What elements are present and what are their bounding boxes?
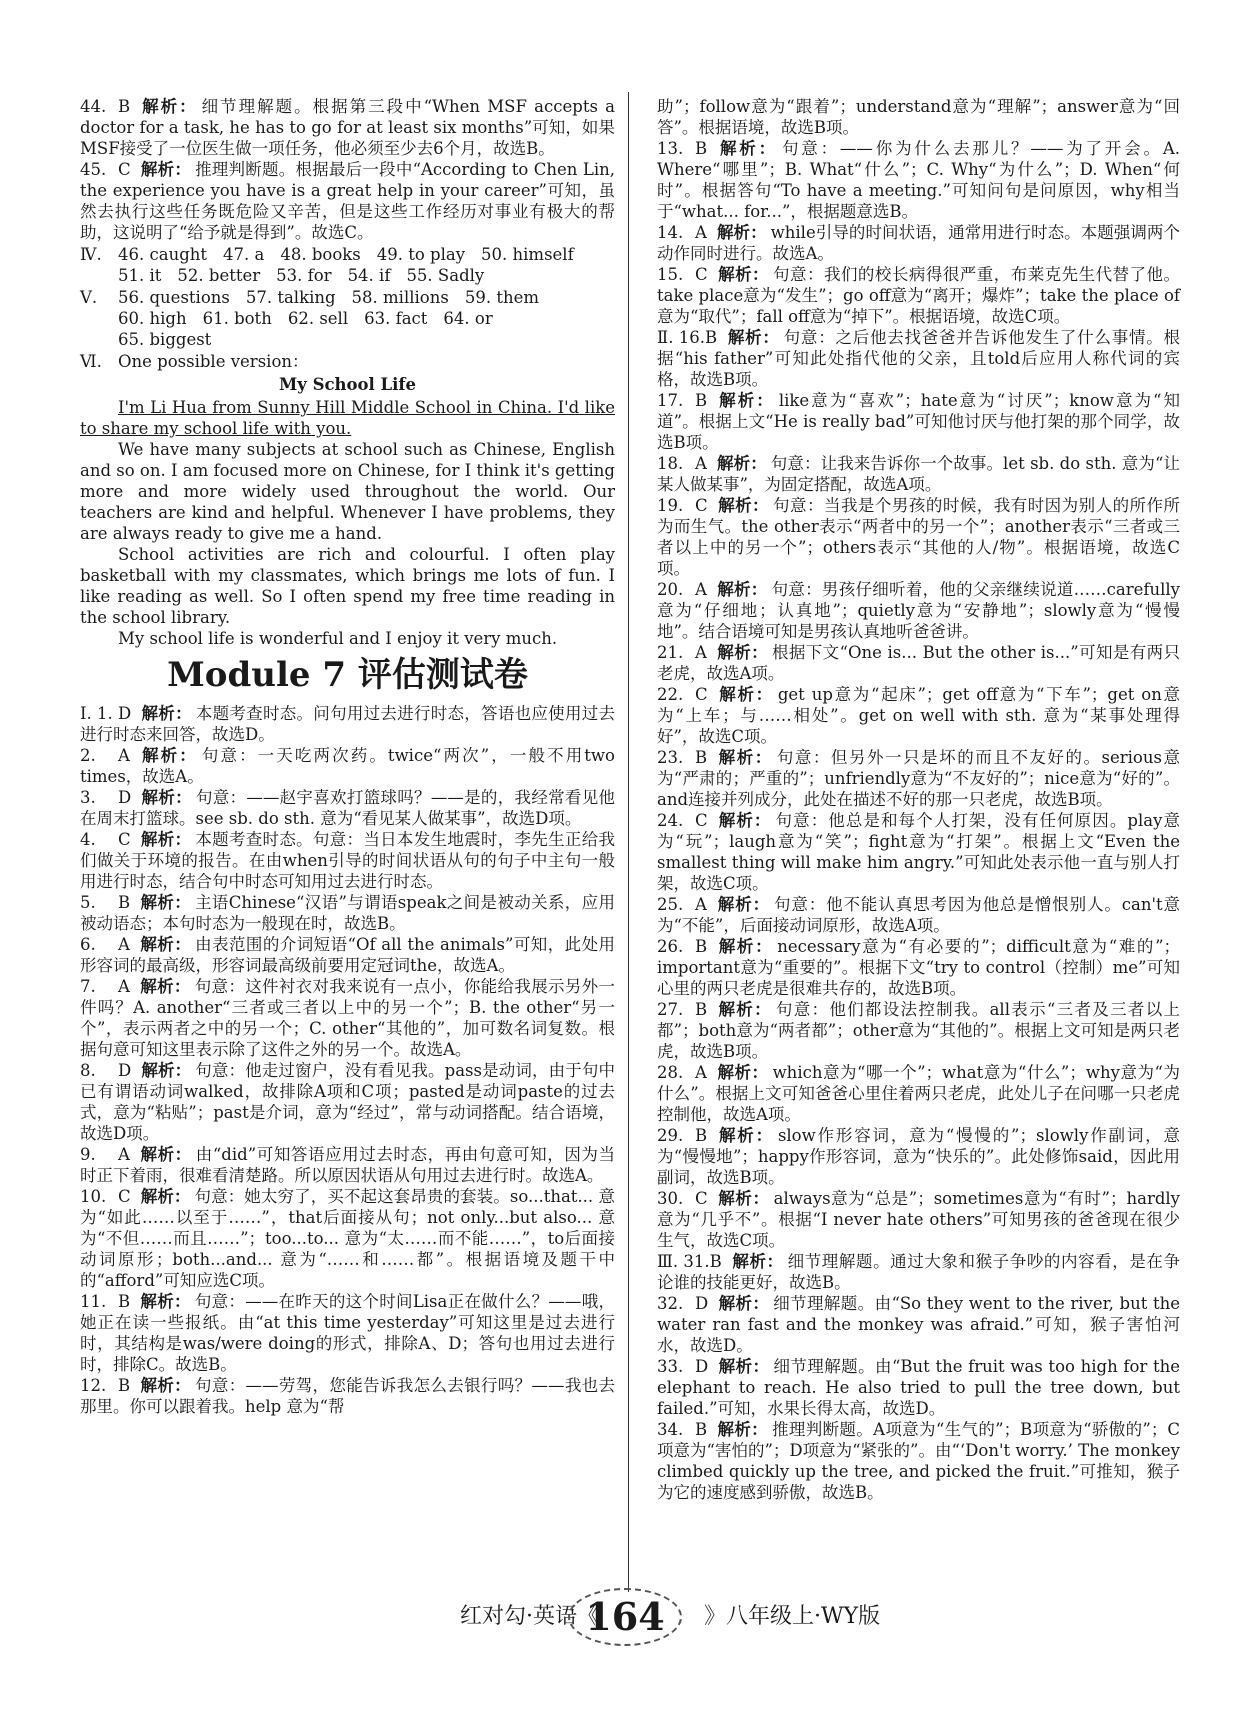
analysis-text: 助”；follow意为“跟着”；understand意为“理解”；answer意为“回答”。根据语境，故选B项。 xyxy=(657,97,1180,137)
answer-letter: C xyxy=(695,1189,708,1208)
answer-item xyxy=(80,934,615,976)
item-number: 25. xyxy=(657,895,684,914)
item-number: 44. xyxy=(80,97,107,116)
analysis-label: 解析： xyxy=(727,328,780,347)
fill-answer: 49. to play xyxy=(376,245,466,264)
analysis-text: 本题考查时态。句意：当日本发生地震时，李先生正给我们做关于环境的报告。在由when引导的时间状语从句的句子中主句一般用进行时态，结合句中时态可知用过去进行时态。 xyxy=(80,830,616,891)
answer-letter: A xyxy=(695,643,707,662)
analysis-label: 解析： xyxy=(717,391,775,410)
analysis-text: get up意为“起床”；get off意为“下车”；get on意为“上车；与……相处”。get on well with sth. 意为“某事处理得好”，故选C项。 xyxy=(657,685,1181,746)
item-number: 12. xyxy=(80,1376,107,1395)
left-answer-list xyxy=(80,96,615,243)
answer-item xyxy=(657,1188,1180,1251)
analysis-text: 句意：我们的校长病得很严重，布莱克先生代替了他。take place意为“发生”；go off意为“离开；爆炸”；take the place of意为“取代”；fall off意为“掉下”。根据语境，故选C项。 xyxy=(657,265,1181,326)
fill-answer: 57. talking xyxy=(245,288,336,307)
section-label: Ⅵ. xyxy=(80,352,102,371)
item-number: 13. xyxy=(657,139,684,158)
item-number: 23. xyxy=(657,748,684,767)
item-number: 24. xyxy=(657,811,684,830)
answer-item xyxy=(657,327,1180,390)
analysis-text: 细节理解题。根据第三段中“When MSF accepts a doctor for a task, he has to go for at least six months”可知，如果MSF接受了一位医生做一项任务，他必须至少去6个月，故选B。 xyxy=(80,97,615,158)
left-column xyxy=(80,96,615,1417)
answer-item xyxy=(657,222,1180,264)
analysis-text: always意为“总是”；sometimes意为“有时”；hardly意为“几乎不”。根据“I never hate others”可知男孩的爸爸现在很少生气，故选C项。 xyxy=(657,1189,1181,1250)
fill-answer: 53. for xyxy=(276,266,332,285)
answer-letter: A xyxy=(118,935,130,954)
analysis-text: 主语Chinese“汉语”与谓语speak之间是被动关系，应用被动语态；本句时态为一般现在时，故选B。 xyxy=(80,893,616,933)
analysis-text: 句意：——你为什么去那儿？——为了开会。A. Where“哪里”；B. What“什么”；C. Why“为什么”；D. When“何时”。根据答句“To have a meeting.”可知问句是问原因，why相当于“what... for...”，根据题意选B。 xyxy=(657,139,1180,221)
analysis-label: 解析： xyxy=(141,1061,192,1080)
analysis-label: 解析： xyxy=(717,685,774,704)
analysis-label: 解析： xyxy=(141,704,192,723)
answer-item xyxy=(80,1375,615,1417)
answer-letter: C xyxy=(695,496,708,515)
answer-letter: C xyxy=(118,830,131,849)
answer-item xyxy=(80,892,615,934)
analysis-text: 句意：当我是个男孩的时候，我有时因为别人的所作所为而生气。the other表示“两者中的另一个”；another表示“三者或三者以上中的另一个”；others表示“其他的人/物”。根据语境，故选C项。 xyxy=(657,496,1181,578)
analysis-label: 解析： xyxy=(716,1063,769,1082)
analysis-text: 根据下文“One is... But the other is...”可知是有两只老虎，故选A项。 xyxy=(657,643,1180,683)
analysis-label: 解析： xyxy=(139,977,191,996)
item-number: 18. xyxy=(657,454,684,473)
fill-answer: 60. high xyxy=(118,309,187,328)
answer-item xyxy=(80,1144,615,1186)
analysis-text: 细节理解题。由“So they went to the river, but the water ran fast and the monkey was afraid.”可知，猴子害怕河水，故选D。 xyxy=(657,1294,1180,1355)
item-number: 9. xyxy=(80,1145,96,1164)
answer-letter: C xyxy=(695,811,708,830)
answer-item xyxy=(80,976,615,1060)
answer-letter: B xyxy=(695,937,708,956)
answer-item xyxy=(657,894,1180,936)
answer-item xyxy=(80,787,615,829)
item-number: Ⅱ. 16. xyxy=(657,328,705,347)
answer-letter: C xyxy=(695,265,708,284)
fill-answer: 55. Sadly xyxy=(406,266,485,285)
answer-letter: B xyxy=(704,328,718,347)
item-number: 32. xyxy=(657,1294,684,1313)
fill-answer: 50. himself xyxy=(481,245,574,264)
item-number: 10. xyxy=(80,1187,107,1206)
item-number: 8. xyxy=(80,1061,96,1080)
analysis-label: 解析： xyxy=(717,1000,772,1019)
fill-answer: 64. or xyxy=(443,309,493,328)
answer-item xyxy=(657,1356,1180,1419)
fill-answer: 54. if xyxy=(347,266,391,285)
analysis-text: 句意：他们都设法控制我。all表示“三者及三者以上都”；both意为“两者都”；other意为“其他的”。根据上文可知是两只老虎，故选B项。 xyxy=(657,1000,1181,1061)
essay-paragraph: School activities are rich and colourful. I often play basketball with my classmates, which brings me lots of fun. I like reading as well. So I often spend my free time reading in the school library. xyxy=(80,545,615,627)
analysis-label: 解析： xyxy=(717,139,778,158)
fill-answer: 48. books xyxy=(280,245,361,264)
answer-item xyxy=(657,642,1180,684)
answer-item xyxy=(80,96,615,159)
analysis-label: 解析： xyxy=(716,580,768,599)
item-number: 11. xyxy=(80,1292,107,1311)
essay-body xyxy=(80,397,615,649)
analysis-label: 解析： xyxy=(717,1126,774,1145)
item-number: 33. xyxy=(657,1357,684,1376)
answer-letter: A xyxy=(118,746,130,765)
answer-letter: B xyxy=(709,1252,722,1271)
answer-item xyxy=(657,1251,1180,1293)
item-number: 6. xyxy=(80,935,96,954)
analysis-label: 解析： xyxy=(141,788,192,807)
item-number: 20. xyxy=(657,580,684,599)
answer-letter: C xyxy=(118,160,131,179)
answer-letter: A xyxy=(695,454,707,473)
analysis-text: slow作形容词，意为“慢慢的”；slowly作副词，意为“慢慢地”；happy作形容词，意为“快乐的”。此处修饰said，因此用副词，故选B项。 xyxy=(657,1126,1180,1187)
answer-item xyxy=(657,138,1180,222)
answer-item xyxy=(657,999,1180,1062)
item-number: 21. xyxy=(657,643,684,662)
essay-paragraph: My school life is wonderful and I enjoy it very much. xyxy=(118,629,558,648)
answer-item xyxy=(80,703,615,745)
footer-grade: 》八年级上·WY版 xyxy=(704,1604,881,1629)
analysis-text: 本题考查时态。问句用过去进行时态，答语也应使用过去进行时态来回答，故选D。 xyxy=(80,704,615,744)
fill-answer: 61. both xyxy=(202,309,272,328)
item-number: 2. xyxy=(80,746,96,765)
analysis-text: like意为“喜欢”；hate意为“讨厌”；know意为“知道”。根据上文“He is really bad”可知他讨厌与他打架的那个同学，故选B项。 xyxy=(657,391,1180,452)
analysis-label: 解析： xyxy=(716,223,767,242)
analysis-text: necessary意为“有必要的”；difficult意为“难的”；important意为“重要的”。根据下文“try to control（控制）me”可知心里的两只老虎是很难共存的，故选B项。 xyxy=(657,937,1181,998)
answer-item xyxy=(657,264,1180,327)
analysis-label: 解析： xyxy=(731,1252,784,1271)
answer-item xyxy=(657,810,1180,894)
answer-letter: C xyxy=(695,685,708,704)
analysis-text: 句意：这件衬衣对我来说有一点小，你能给我展示另外一件吗？A. another“三者或三者以上中的另一个”；B. the other“另一个”，表示两者之中的另一个；C. other“其他的”，加可数名词复数。根据句意可知这里表示除了这件之外的另一个。故选A。 xyxy=(80,977,615,1059)
analysis-text: which意为“哪一个”；what意为“什么”；why意为“为什么”。根据上文可知爸爸心里住着两只老虎，此处儿子在问哪一只老虎控制他，故选A项。 xyxy=(657,1063,1180,1124)
analysis-label: 解析： xyxy=(716,643,768,662)
fill-answer: 62. sell xyxy=(287,309,349,328)
analysis-label: 解析： xyxy=(717,811,772,830)
item-number: 34. xyxy=(657,1420,684,1439)
analysis-label: 解析： xyxy=(140,830,192,849)
page-number: 164 xyxy=(568,1588,682,1646)
analysis-label: 解析： xyxy=(717,937,774,956)
analysis-text: 句意：她太穷了，买不起这套昂贵的套装。so...that... 意为“如此……以至于……”，that后面接从句；not only...but also... 意为“不但……而且……”；too...to... 意为“太……而不能……”，to后面接动词原形；both...and... 意为“……和……都”。根据语境及题干中的“afford”可知应选C项。 xyxy=(80,1187,615,1290)
answer-letter: A xyxy=(695,223,707,242)
item-number: 26. xyxy=(657,937,684,956)
fill-answer: 56. questions xyxy=(118,288,230,307)
analysis-label: 解析： xyxy=(140,1292,191,1311)
item-number: 22. xyxy=(657,685,684,704)
item-number: Ⅰ. 1. xyxy=(80,704,113,723)
fill-answer: 59. them xyxy=(464,288,539,307)
analysis-text: 句意：他总是和每个人打架，没有任何原因。play意为“玩”；laugh意为“笑”；fight意为“打架”。根据上文“Even the smallest thing will make him angry.”可知此处表示他一直与别人打架，故选C项。 xyxy=(657,811,1181,893)
item-number: 7. xyxy=(80,977,96,996)
item-number: 29. xyxy=(657,1126,684,1145)
answer-letter: A xyxy=(118,977,130,996)
analysis-label: 解析： xyxy=(139,746,198,765)
answer-letter: C xyxy=(118,1187,131,1206)
analysis-label: 解析： xyxy=(718,1294,770,1313)
analysis-label: 解析： xyxy=(140,1376,192,1395)
analysis-text: 句意：——在昨天的这个时间Lisa正在做什么？——哦，她正在读一些报纸。由“at this time yesterday”可知这里是过去进行时，其结构是was/were doing的形式，排除A、D；答句也用过去进行时，排除C。故选B。 xyxy=(80,1292,615,1374)
answer-item xyxy=(657,684,1180,747)
fill-answer: 51. it xyxy=(118,266,162,285)
analysis-text: 由“did”可知答语应用过去时态，再由句意可知，因为当时正下着雨，很难看清楚路。所以原因状语从句用过去进行时。故选A。 xyxy=(80,1145,615,1185)
essay-paragraph: We have many subjects at school such as Chinese, English and so on. I am focused more on Chinese, for I think it's getting more and more widely used throughout the world. Our teachers are kind and helpful. Whenever I have problems, they are always ready to give me a hand. xyxy=(80,440,615,543)
analysis-label: 解析： xyxy=(717,265,770,284)
section-text: One possible version： xyxy=(118,352,309,371)
answer-letter: B xyxy=(695,139,708,158)
item-number: 5. xyxy=(80,893,96,912)
answer-letter: B xyxy=(695,1126,708,1145)
analysis-label: 解析： xyxy=(717,1189,770,1208)
answer-letter: B xyxy=(695,1420,708,1439)
answer-letter: A xyxy=(695,1063,707,1082)
analysis-text: 由表范围的介词短语“Of all the animals”可知，此处用形容词的最高级，形容词最高级前要用定冠词the，故选A。 xyxy=(80,935,615,975)
answer-item xyxy=(657,579,1180,642)
answer-item xyxy=(80,829,615,892)
analysis-text: 细节理解题。由“But the fruit was too high for the elephant to reach. He also tried to pull the tree down, but failed.”可知，水果长得太高，故选D。 xyxy=(657,1357,1180,1418)
item-number: 15. xyxy=(657,265,684,284)
answer-letter: B xyxy=(118,893,131,912)
answer-letter: B xyxy=(695,748,708,767)
analysis-text: 句意：他走过窗户，没有看见我。pass是动词，由于句中已有谓语动词walked，故排除A项和C项；pasted是动词paste的过去式，意为“粘贴”；past是介词，意为“经过”，常与动词搭配。结合语境，故选D项。 xyxy=(80,1061,615,1143)
column-divider xyxy=(628,92,629,1592)
analysis-label: 解析： xyxy=(140,1187,191,1206)
essay-title: My School Life xyxy=(278,375,417,394)
analysis-label: 解析： xyxy=(140,893,192,912)
answer-letter: B xyxy=(695,1000,708,1019)
answer-item xyxy=(657,390,1180,453)
section-label: Ⅴ. xyxy=(80,288,98,307)
answer-letter: B xyxy=(118,1376,131,1395)
answer-item xyxy=(657,936,1180,999)
answer-letter: B xyxy=(695,391,708,410)
answer-item xyxy=(657,1125,1180,1188)
fill-answer: 63. fact xyxy=(364,309,428,328)
answer-item xyxy=(657,495,1180,579)
item-number: 19. xyxy=(657,496,684,515)
answer-item xyxy=(657,96,1180,138)
analysis-label: 解析： xyxy=(140,160,192,179)
fill-answer: 58. millions xyxy=(351,288,449,307)
analysis-label: 解析： xyxy=(139,935,192,954)
footer-brand: 红对勾·英语《 xyxy=(460,1604,599,1629)
answer-letter: A xyxy=(118,1145,130,1164)
answer-letter: B xyxy=(118,97,131,116)
page-footer xyxy=(0,1588,1250,1648)
item-number: 4. xyxy=(80,830,96,849)
item-number: 27. xyxy=(657,1000,684,1019)
module-title: Module 7 评估测试卷 xyxy=(167,655,528,695)
answer-letter: A xyxy=(695,580,707,599)
analysis-label: 解析： xyxy=(718,1357,770,1376)
answer-item xyxy=(80,1291,615,1375)
answer-item xyxy=(657,1062,1180,1125)
analysis-text: 句意：他不能认真思考因为他总是憎恨别人。can't意为“不能”，后面接动词原形，故选A项。 xyxy=(657,895,1181,935)
section-6-intro xyxy=(80,351,615,372)
right-column xyxy=(657,96,1180,1503)
item-number: 45. xyxy=(80,160,107,179)
analysis-text: 句意：之后他去找爸爸并告诉他发生了什么事情。根据“his father”可知此处指代他的父亲，且told后应用人称代词的宾格，故选B项。 xyxy=(657,328,1180,389)
analysis-label: 解析： xyxy=(716,454,767,473)
essay-paragraph: I'm Li Hua from Sunny Hill Middle School in China. I'd like to share my school life with you. xyxy=(80,398,615,438)
analysis-text: 推理判断题。根据最后一段中“According to Chen Lin, the experience you have is a great help in your career”可知，虽然去执行这些任务既危险又辛苦，但是这些工作经历对事业有极大的帮助，这说明了“给予就是得到”。故选C。 xyxy=(80,160,616,242)
fill-answer: 46. caught xyxy=(118,245,208,264)
answer-item xyxy=(80,159,615,243)
analysis-text: 句意：男孩仔细听着，他的父亲继续说道……carefully意为“仔细地；认真地”；quietly意为“安静地”；slowly意为“慢慢地”。结合语境可知是男孩认真地听爸爸讲。 xyxy=(657,580,1181,641)
analysis-text: 推理判断题。A项意为“生气的”；B项意为“骄傲的”；C项意为“害怕的”；D项意为“紧张的”。由“‘Don't worry.’ The monkey climbed quickly up the tree, and picked the fruit.”可推知，猴子为它的速度感到骄傲，故选B。 xyxy=(657,1420,1180,1502)
module-answer-list xyxy=(80,703,615,1417)
section-5-answers xyxy=(80,287,615,350)
answer-item xyxy=(80,1060,615,1144)
fill-answer: 47. a xyxy=(223,245,265,264)
analysis-label: 解析： xyxy=(717,748,773,767)
item-number: 14. xyxy=(657,223,684,242)
analysis-label: 解析： xyxy=(717,1420,769,1439)
right-answer-list xyxy=(657,96,1180,1503)
analysis-text: 句意：——赵宇喜欢打篮球吗？——是的，我经常看见他在周末打篮球。see sb. do sth. 意为“看见某人做某事”，故选D项。 xyxy=(80,788,616,828)
section-label: Ⅳ. xyxy=(80,245,102,264)
answer-letter: D xyxy=(118,788,132,807)
analysis-text: while引导的时间状语，通常用进行时态。本题强调两个动作同时进行。故选A。 xyxy=(657,223,1180,263)
answer-item xyxy=(657,1419,1180,1503)
analysis-label: 解析： xyxy=(716,895,770,914)
analysis-text: 细节理解题。通过大象和猴子争吵的内容看，是在争论谁的技能更好，故选B。 xyxy=(657,1252,1181,1292)
answer-item xyxy=(80,1186,615,1291)
analysis-text: 句意：一天吃两次药。twice“两次”，一般不用two times，故选A。 xyxy=(80,746,615,786)
analysis-label: 解析： xyxy=(717,496,770,515)
answer-item xyxy=(657,747,1180,810)
item-number: 28. xyxy=(657,1063,684,1082)
analysis-text: 句意：让我来告诉你一个故事。let sb. do sth. 意为“让某人做某事”，为固定搭配，故选A项。 xyxy=(657,454,1181,494)
item-number: 3. xyxy=(80,788,96,807)
answer-item xyxy=(657,1293,1180,1356)
answer-item xyxy=(80,745,615,787)
answer-letter: D xyxy=(118,704,132,723)
analysis-text: 句意：但另外一只是坏的而且不友好的。serious意为“严肃的；严重的”；unfriendly意为“不友好的”；nice意为“好的”。and连接并列成分，此处在描述不好的那一只老虎，故选B项。 xyxy=(657,748,1180,809)
fill-answer: 65. biggest xyxy=(118,330,212,349)
item-number: 17. xyxy=(657,391,684,410)
answer-item xyxy=(657,453,1180,495)
section-4-answers xyxy=(80,244,615,286)
item-number: 30. xyxy=(657,1189,684,1208)
analysis-text: 句意：——劳驾，您能告诉我怎么去银行吗？——我也去那里。你可以跟着我。help 意为“帮 xyxy=(80,1376,616,1416)
item-number: Ⅲ. 31. xyxy=(657,1252,710,1271)
fill-answer: 52. better xyxy=(177,266,261,285)
answer-letter: A xyxy=(695,895,707,914)
answer-letter: D xyxy=(695,1294,709,1313)
answer-letter: D xyxy=(695,1357,709,1376)
answer-letter: D xyxy=(118,1061,132,1080)
answer-letter: B xyxy=(118,1292,131,1311)
analysis-label: 解析： xyxy=(139,1145,192,1164)
analysis-label: 解析： xyxy=(140,97,198,116)
